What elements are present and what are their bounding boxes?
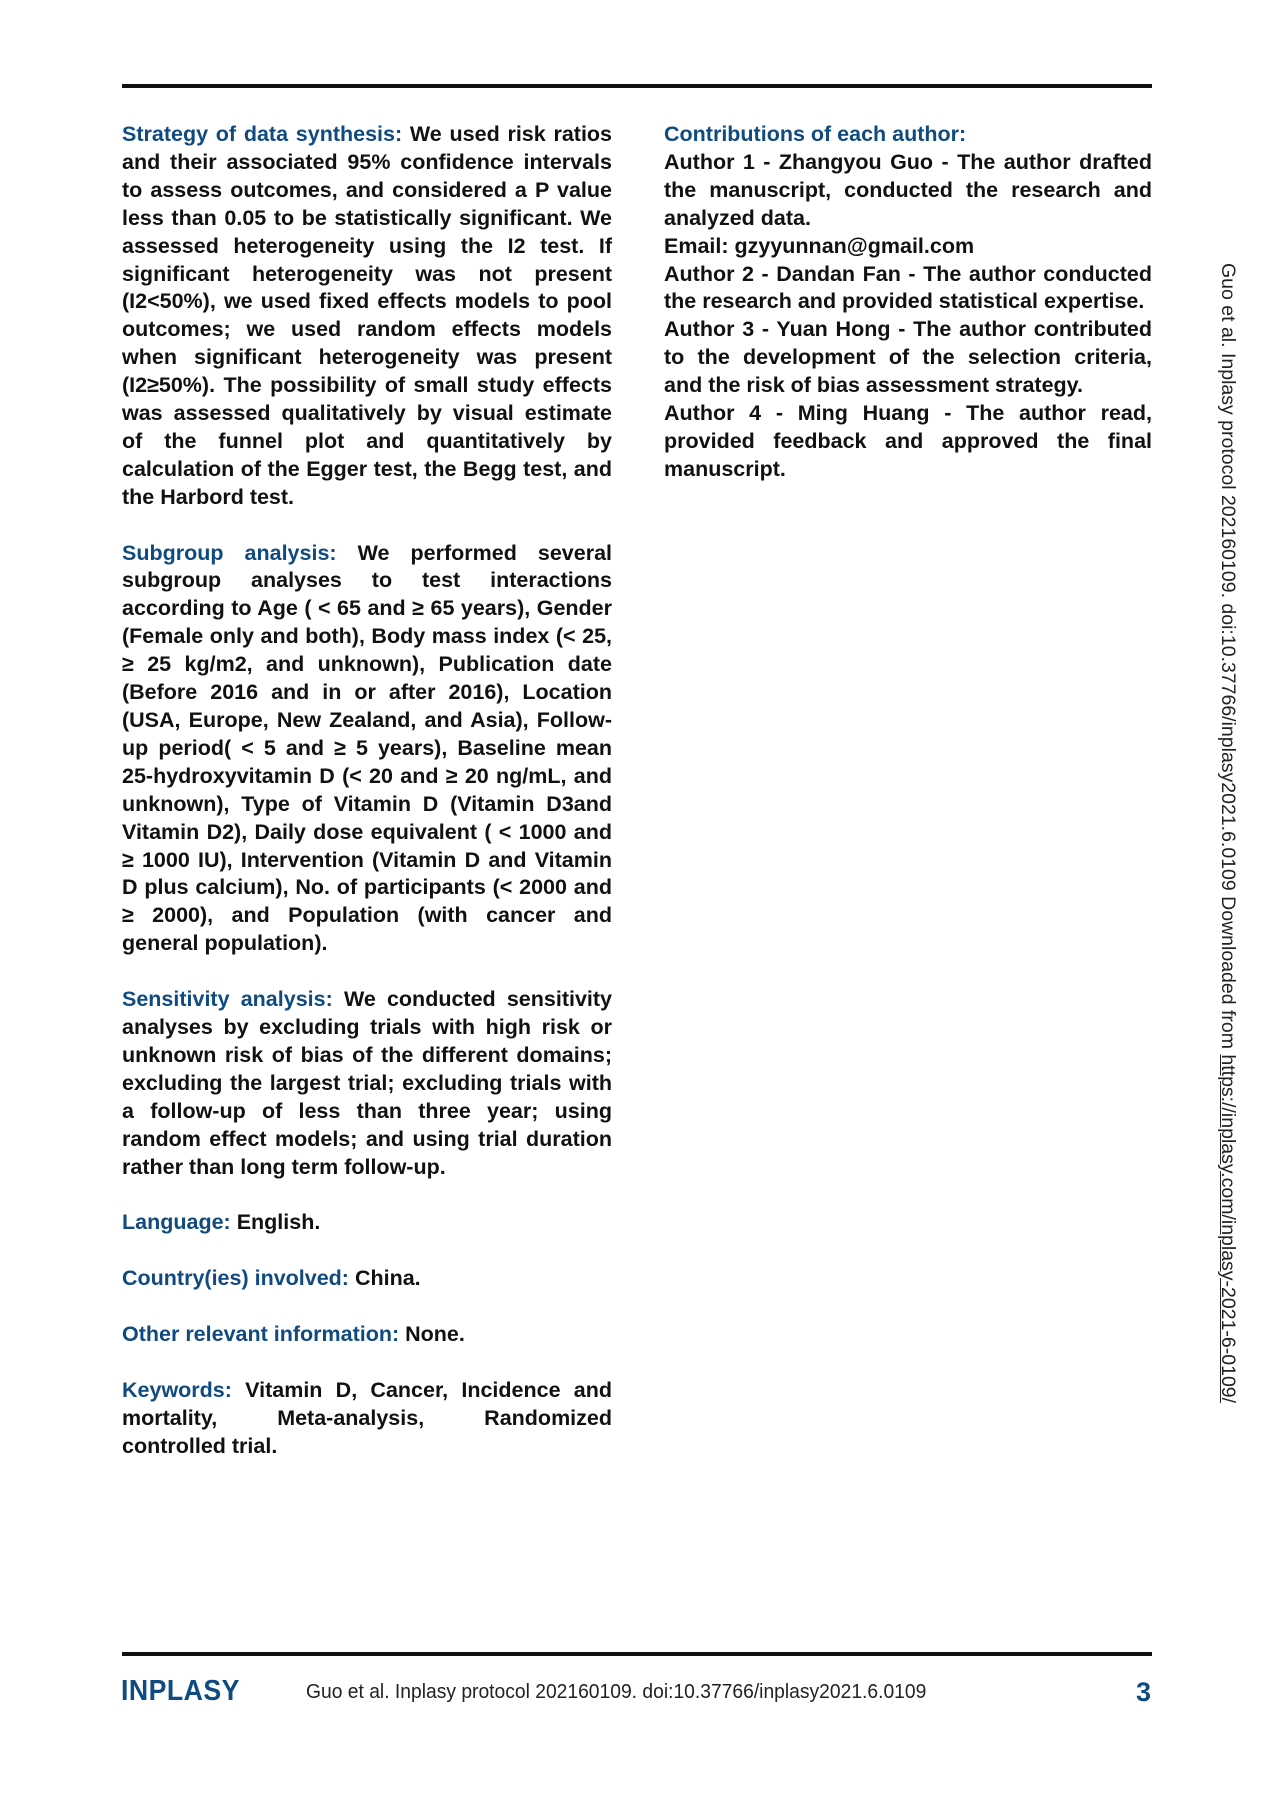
- contributions-heading: Contributions of each author:: [664, 122, 967, 146]
- author-3-contribution: Author 3 - Yuan Hong - The author contributed to the development of the selection criteria, and the risk of bias assessment strategy.: [664, 317, 1152, 398]
- section-keywords: [122, 1377, 612, 1461]
- section-text: Vitamin D, Cancer, Incidence and mortality, Meta-analysis, Randomized controlled trial.: [122, 1377, 612, 1458]
- section-subgroup-analysis: [122, 540, 612, 959]
- left-column: [122, 121, 612, 1488]
- section-text: English.: [236, 1210, 321, 1235]
- section-text: We conducted sensitivity analyses by excluding trials with high risk or unknown risk of bias of the different domains; excluding the largest trial; excluding trials with a follow-up of less than three year; using random effect models; and using trial duration rather than long term follow-up.: [122, 987, 612, 1179]
- side-margin-download-notice: [1216, 263, 1240, 1543]
- section-text: We performed several subgroup analyses to test interactions according to Age ( < 65 and ≥ 65 years), Gender (Female only and both), Body mass index (< 25, ≥ 25 kg/m2, and unknown), Publication date (Before 2016 and in or after 2016), Location (USA, Europe, New Zealand, and Asia), Follow-up period( < 5 and ≥ 5 years), Baseline mean 25-hydroxyvitamin D (< 20 and ≥ 20 ng/mL, and unknown), Type of Vitamin D (Vitamin D3and Vitamin D2), Daily dose equivalent ( < 1000 and ≥ 1000 IU), Intervention (Vitamin D and Vitamin D plus calcium), No. of participants (< 2000 and ≥ 2000), and Population (with cancer and general population).: [122, 540, 613, 956]
- author-2-contribution: Author 2 - Dandan Fan - The author conducted the research and provided statistical expertise.: [664, 261, 1152, 314]
- page-number: 3: [1136, 1677, 1152, 1707]
- author-1-email: Email: gzyyunnan@gmail.com: [664, 233, 975, 258]
- section-other-information: [122, 1321, 612, 1349]
- footer-rule: [122, 1652, 1152, 1656]
- footer-citation: Guo et al. Inplasy protocol 202160109. doi:10.37766/inplasy2021.6.0109: [306, 1680, 927, 1703]
- section-text: We used risk ratios and their associated 95% confidence intervals to assess outcomes, and considered a P value less than 0.05 to be statistically significant. We assessed heterogeneity using the I2 test. If significant heterogeneity was not present (I2<50%), we used fixed effects models to pool outcomes; we used random effects models when significant heterogeneity was present (I2≥50%). The possibility of small study effects was assessed qualitatively by visual estimate of the funnel plot and quantitatively by calculation of the Egger test, the Begg test, and the Harbord test.: [122, 122, 613, 509]
- header-rule: [122, 84, 1152, 88]
- side-margin-citation: Guo et al. Inplasy protocol 202160109. doi:10.37766/inplasy2021.6.0109 Downloaded from: [1217, 263, 1239, 1055]
- section-label: Language:: [122, 1210, 231, 1235]
- footer-brand-logo: INPLASY: [121, 1675, 240, 1707]
- section-countries: [122, 1265, 612, 1293]
- side-margin-link[interactable]: https://inplasy.com/inplasy-2021-6-0109/: [1217, 1054, 1239, 1404]
- section-label: Sensitivity analysis:: [122, 987, 333, 1012]
- section-data-synthesis: [122, 121, 612, 512]
- section-label: Subgroup analysis:: [122, 540, 337, 565]
- author-contributions: [664, 121, 1152, 484]
- section-text: None.: [405, 1321, 465, 1346]
- section-sensitivity-analysis: [122, 986, 612, 1181]
- section-label: Keywords:: [122, 1377, 232, 1402]
- author-4-contribution: Author 4 - Ming Huang - The author read, provided feedback and approved the final manuscript.: [664, 401, 1152, 481]
- section-label: Other relevant information:: [122, 1321, 400, 1346]
- section-text: China.: [354, 1266, 421, 1291]
- section-label: Strategy of data synthesis:: [122, 122, 403, 146]
- author-1-contribution: Author 1 - Zhangyou Guo - The author drafted the manuscript, conducted the research and analyzed data.: [664, 149, 1152, 230]
- section-language: [122, 1209, 612, 1237]
- right-column: [664, 121, 1152, 484]
- section-label: Country(ies) involved:: [122, 1266, 349, 1291]
